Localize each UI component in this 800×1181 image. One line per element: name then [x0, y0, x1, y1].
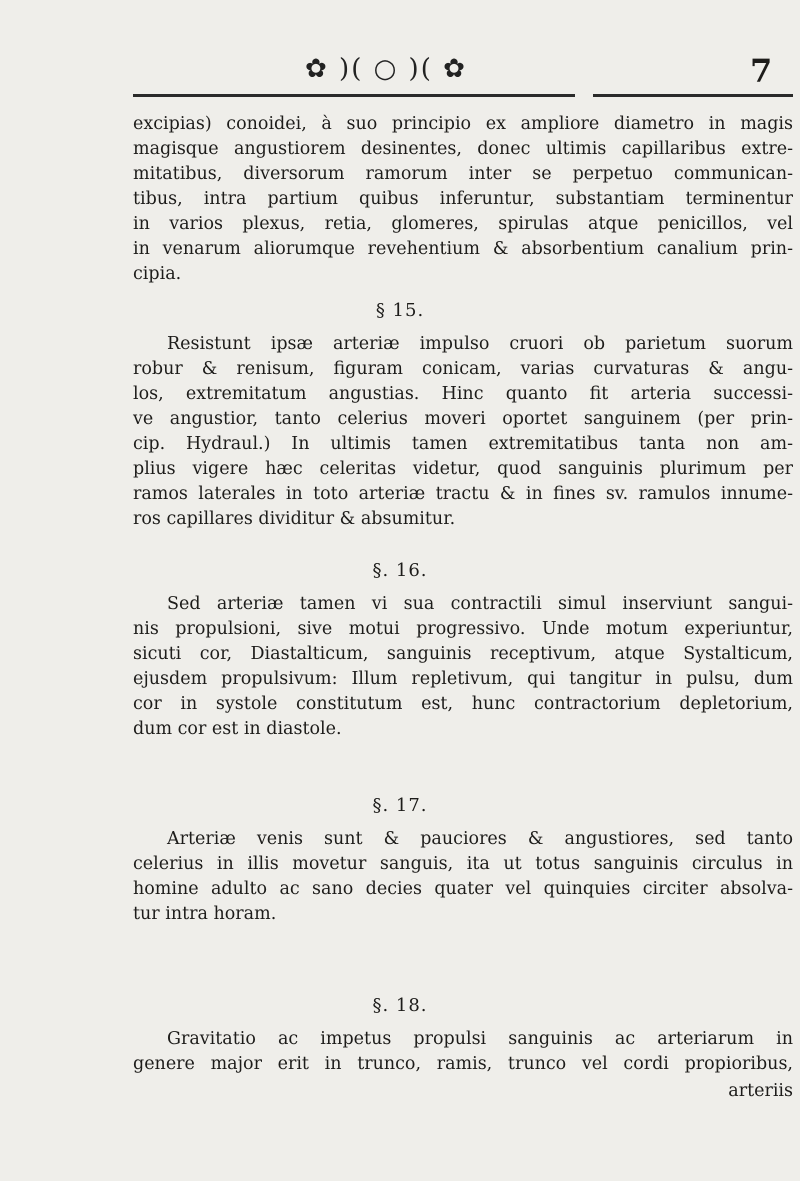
text-line: homine adulto ac sano decies quater vel quinquies circiter absolva- — [133, 879, 793, 899]
text-line: ramos laterales in toto arteriæ tractu & in fines sv. ramulos innume- — [133, 484, 793, 504]
text-line: ve angustior, tanto celerius moveri oportet sanguinem (per prin- — [133, 409, 793, 429]
text-line: sicuti cor, Diastalticum, sanguinis receptivum, atque Systalticum, — [133, 644, 793, 664]
catchword: arteriis — [728, 1081, 793, 1101]
text-line: genere major erit in trunco, ramis, trunco vel cordi propioribus, — [133, 1054, 793, 1074]
page-header — [0, 48, 800, 88]
header-ornament: ✿ )( ○ )( ✿ — [305, 54, 467, 84]
text-line: Arteriæ venis sunt & pauciores & angustiores, sed tanto — [167, 829, 793, 849]
text-line: cor in systole constitutum est, hunc contractorium depletorium, — [133, 694, 793, 714]
section-18-text — [133, 1027, 793, 1077]
header-rule — [133, 94, 793, 97]
catchword-wrap — [133, 1079, 793, 1104]
text-line: tibus, intra partium quibus inferuntur, substantiam terminentur — [133, 189, 793, 209]
section-16-text — [133, 592, 793, 742]
section-heading-15: § 15. — [375, 300, 425, 321]
text-line: nis propulsioni, sive motui progressivo. Unde motum experiuntur, — [133, 619, 793, 639]
text-line: cipia. — [133, 264, 182, 284]
text-line: tur intra horam. — [133, 904, 277, 924]
text-line: mitatibus, diversorum ramorum inter se perpetuo communican- — [133, 164, 793, 184]
section-heading-18: §. 18. — [372, 995, 428, 1016]
text-line: Resistunt ipsæ arteriæ impulso cruori ob parietum suorum — [167, 334, 793, 354]
section-17-text — [133, 827, 793, 927]
paragraph-continuation — [133, 112, 793, 287]
text-line: magisque angustiorem desinentes, donec ultimis capillaribus extre- — [133, 139, 793, 159]
text-line: Gravitatio ac impetus propulsi sanguinis ac arteriarum in — [167, 1029, 793, 1049]
text-line: Sed arteriæ tamen vi sua contractili simul inserviunt sangui- — [167, 594, 793, 614]
text-line: robur & renisum, figuram conicam, varias curvaturas & angu- — [133, 359, 793, 379]
text-line: celerius in illis movetur sanguis, ita ut totus sanguinis circulus in — [133, 854, 793, 874]
section-heading-17: §. 17. — [372, 795, 428, 816]
text-line: in varios plexus, retia, glomeres, spirulas atque penicillos, vel — [133, 214, 793, 234]
page-number: 7 — [750, 52, 773, 90]
text-line: ejusdem propulsivum: Illum repletivum, qui tangitur in pulsu, dum — [133, 669, 793, 689]
text-line: cip. Hydraul.) In ultimis tamen extremitatibus tanta non am- — [133, 434, 793, 454]
section-heading-16: §. 16. — [372, 560, 428, 581]
section-15-text — [133, 332, 793, 532]
text-line: dum cor est in diastole. — [133, 719, 342, 739]
text-line: in venarum aliorumque revehentium & absorbentium canalium prin- — [133, 239, 793, 259]
text-line: los, extremitatum angustias. Hinc quanto fit arteria successi- — [133, 384, 793, 404]
text-line: excipias) conoidei, à suo principio ex ampliore diametro in magis — [133, 114, 793, 134]
text-line: plius vigere hæc celeritas videtur, quod sanguinis plurimum per — [133, 459, 793, 479]
text-line: ros capillares dividitur & absumitur. — [133, 509, 456, 529]
